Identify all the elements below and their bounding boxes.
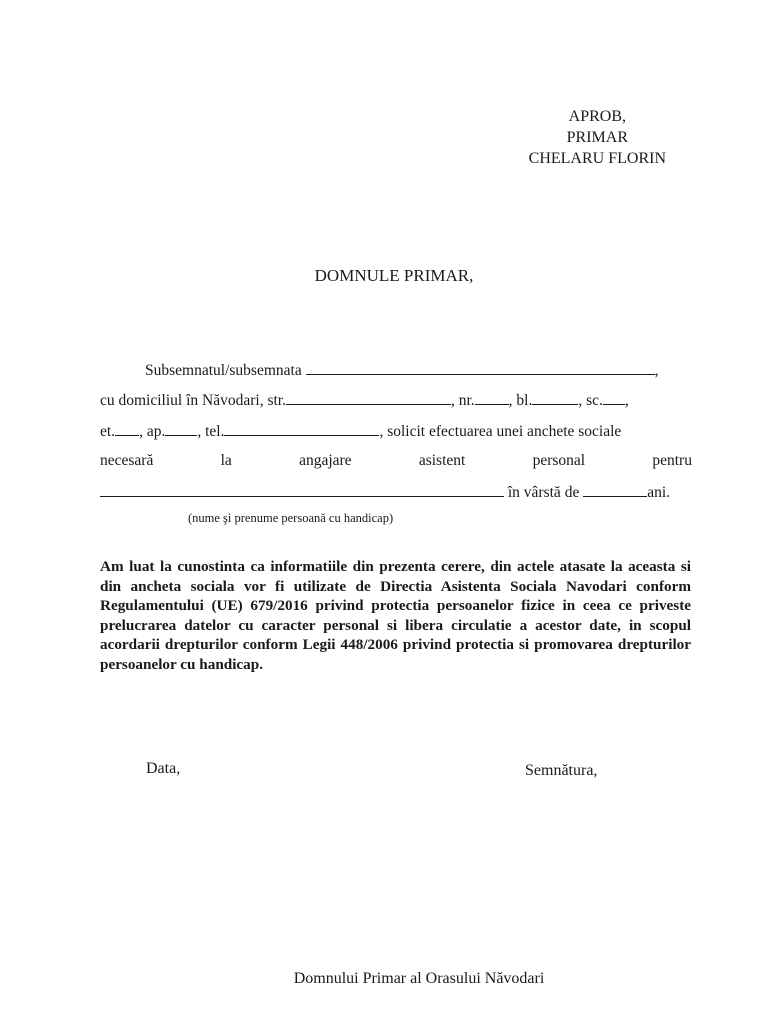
et-label: et.	[100, 423, 116, 440]
tel-label: , tel.	[197, 423, 225, 440]
years-label: ani.	[647, 484, 671, 501]
age-label: în vârstă de	[507, 484, 580, 501]
name-label: Subsemnatul/subsemnata	[145, 362, 302, 379]
beneficiary-hint: (nume şi prenume persoană cu handicap)	[188, 511, 394, 525]
approval-block	[529, 106, 666, 169]
form-line-beneficiary	[100, 482, 692, 502]
form-line-name	[145, 360, 685, 380]
approval-role: PRIMAR	[566, 129, 628, 146]
ap-label: , ap.	[139, 423, 166, 440]
request-text: , solicit efectuarea unei anchete sociale	[379, 423, 622, 440]
addressee-footer: Domnului Primar al Orasului Năvodari	[293, 970, 545, 987]
bl-label: , bl.	[508, 392, 533, 409]
sc-field[interactable]	[603, 390, 625, 405]
age-field[interactable]	[583, 482, 647, 497]
approval-label: APROB,	[568, 108, 626, 125]
purpose-word: la	[220, 452, 232, 469]
nr-label: , nr.	[450, 392, 475, 409]
beneficiary-name-field[interactable]	[100, 482, 504, 497]
purpose-word: personal	[532, 452, 586, 469]
sc-label: , sc.	[578, 392, 603, 409]
salutation-heading: DOMNULE PRIMAR,	[314, 266, 474, 285]
consent-paragraph: Am luat la cunostinta ca informatiile din prezenta cerere, din actele atasate la aceasta si din ancheta sociala vor fi utilizate de Directia Asistenta Sociala Navodari conform Regulamentului (UE) 679/2016 privind protectia persoanelor fizice in ceea ce priveste prelucrarea datelor cu caracter personal si libera circulatie a acestor date, in scopul acordarii drepturilor conform Legii 448/2006 privind protectia si promovarea drepturilor persoanelor cu handicap.	[100, 558, 691, 673]
date-label: Data,	[146, 760, 181, 777]
line1-end: ,	[654, 362, 659, 379]
approval-name: CHELARU FLORIN	[528, 150, 666, 167]
form-line-address	[100, 390, 692, 410]
bl-field[interactable]	[532, 390, 578, 405]
ap-field[interactable]	[165, 421, 197, 436]
street-field[interactable]	[286, 390, 451, 405]
address-label: cu domiciliul în Năvodari, str.	[100, 392, 286, 409]
nr-field[interactable]	[475, 390, 509, 405]
line2-end: ,	[624, 392, 629, 409]
signature-label: Semnătura,	[525, 762, 598, 779]
purpose-word: pentru	[652, 452, 692, 469]
form-line-contact	[100, 421, 692, 441]
tel-field[interactable]	[224, 421, 379, 436]
purpose-word: asistent	[418, 452, 466, 469]
purpose-word: necesară	[100, 452, 154, 469]
et-field[interactable]	[115, 421, 139, 436]
form-line-purpose	[100, 452, 692, 470]
name-field[interactable]	[306, 360, 655, 375]
purpose-word: angajare	[299, 452, 352, 469]
